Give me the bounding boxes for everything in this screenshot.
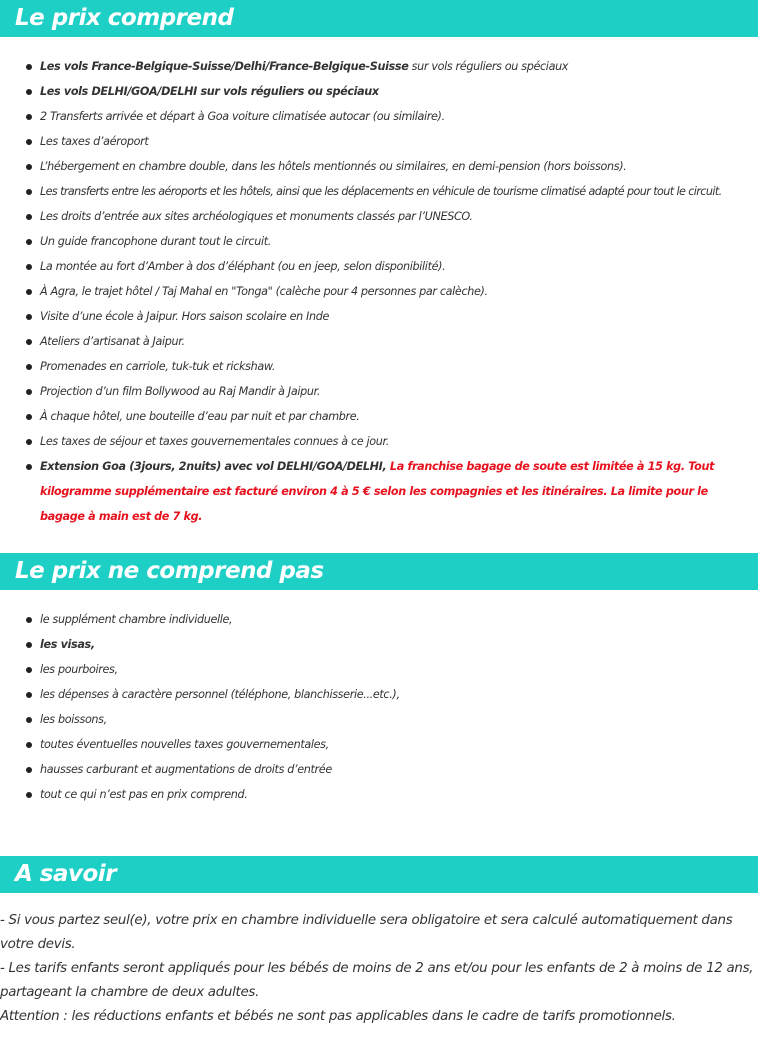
item-text: Visite d’une école à Jaipur. Hors saison scolaire en Inde bbox=[40, 310, 330, 323]
item-text: Projection d’un film Bollywood au Raj Mandir à Jaipur. bbox=[40, 385, 321, 398]
item-text: sur vols réguliers ou spéciaux bbox=[408, 60, 569, 73]
list-item bbox=[0, 354, 758, 379]
bullet-icon bbox=[26, 667, 32, 673]
bullet-icon bbox=[26, 189, 32, 195]
list-item bbox=[0, 379, 758, 404]
bullet-icon bbox=[26, 792, 32, 798]
item-text: le supplément chambre individuelle, bbox=[40, 613, 233, 626]
item-text: les boissons, bbox=[40, 713, 107, 726]
item-text: hausses carburant et augmentations de droits d’entrée bbox=[40, 763, 332, 776]
item-text: À Agra, le trajet hôtel / Taj Mahal en "Tonga" (calèche pour 4 personnes par calèche). bbox=[40, 285, 488, 298]
bullet-icon bbox=[26, 439, 32, 445]
bullet-icon bbox=[26, 692, 32, 698]
extension-bold-text: Extension Goa (3jours, 2nuits) avec vol DELHI/GOA/DELHI, bbox=[40, 460, 387, 473]
item-text: Les transferts entre les aéroports et les hôtels, ainsi que les déplacements en véhicule de tourisme climatisé adapté pour tout le circuit. bbox=[40, 185, 722, 198]
list-item bbox=[0, 607, 758, 632]
extension-red-text: La franchise bagage de soute est limitée à 15 kg. Tout kilogramme supplémentaire est facturé environ 4 à 5 € selon les compagnies et les itinéraires. La limite pour le bagage à main est de 7 kg. bbox=[40, 460, 715, 523]
excludes-list bbox=[0, 607, 758, 807]
list-item bbox=[0, 79, 758, 104]
bullet-icon bbox=[26, 139, 32, 145]
list-item bbox=[0, 254, 758, 279]
savoir-paragraph: - Si vous partez seul(e), votre prix en chambre individuelle sera obligatoire et sera calculé automatiquement dans votre devis. bbox=[0, 913, 733, 952]
item-text: 2 Transferts arrivée et départ à Goa voiture climatisée autocar (ou similaire). bbox=[40, 110, 445, 123]
list-item-extension bbox=[0, 454, 758, 529]
item-text: Ateliers d’artisanat à Jaipur. bbox=[40, 335, 185, 348]
bullet-icon bbox=[26, 617, 32, 623]
item-text: Les droits d’entrée aux sites archéologiques et monuments classés par l’UNESCO. bbox=[40, 210, 473, 223]
bullet-icon bbox=[26, 264, 32, 270]
bullet-icon bbox=[26, 289, 32, 295]
bullet-icon bbox=[26, 214, 32, 220]
item-text: les dépenses à caractère personnel (téléphone, blanchisserie...etc.), bbox=[40, 688, 400, 701]
list-item bbox=[0, 204, 758, 229]
item-text: tout ce qui n’est pas en prix comprend. bbox=[40, 788, 248, 801]
list-item bbox=[0, 229, 758, 254]
list-item bbox=[0, 104, 758, 129]
item-bold-text: Les vols DELHI/GOA/DELHI bbox=[40, 85, 197, 98]
bullet-icon bbox=[26, 767, 32, 773]
includes-list bbox=[0, 54, 758, 529]
item-text: les pourboires, bbox=[40, 663, 118, 676]
list-item bbox=[0, 682, 758, 707]
item-text: sur vols réguliers ou spéciaux bbox=[196, 85, 379, 98]
list-item bbox=[0, 429, 758, 454]
list-item bbox=[0, 632, 758, 657]
list-item bbox=[0, 329, 758, 354]
list-item bbox=[0, 154, 758, 179]
bullet-icon bbox=[26, 89, 32, 95]
item-text: Un guide francophone durant tout le circuit. bbox=[40, 235, 271, 248]
bullet-icon bbox=[26, 742, 32, 748]
item-text: La montée au fort d’Amber à dos d’éléphant (ou en jeep, selon disponibilité). bbox=[40, 260, 446, 273]
list-item bbox=[0, 657, 758, 682]
item-text: Les taxes d’aéroport bbox=[40, 135, 149, 148]
list-item bbox=[0, 404, 758, 429]
savoir-text-block bbox=[0, 909, 758, 1029]
list-item bbox=[0, 304, 758, 329]
item-text: Les taxes de séjour et taxes gouvernementales connues à ce jour. bbox=[40, 435, 389, 448]
bullet-icon bbox=[26, 114, 32, 120]
bullet-icon bbox=[26, 364, 32, 370]
savoir-paragraph: - Les tarifs enfants seront appliqués pour les bébés de moins de 2 ans et/ou pour les enfants de 2 à moins de 12 ans, partageant la chambre de deux adultes. bbox=[0, 961, 754, 1000]
section-header-excludes: Le prix ne comprend pas bbox=[0, 553, 758, 590]
list-item bbox=[0, 732, 758, 757]
bullet-icon bbox=[26, 717, 32, 723]
bullet-icon bbox=[26, 314, 32, 320]
bullet-icon bbox=[26, 339, 32, 345]
section-header-savoir: A savoir bbox=[0, 856, 758, 893]
item-bold-text: les visas, bbox=[40, 638, 95, 651]
bullet-icon bbox=[26, 389, 32, 395]
section-header-includes: Le prix comprend bbox=[0, 0, 758, 37]
list-item bbox=[0, 757, 758, 782]
list-item bbox=[0, 179, 758, 204]
item-text: Promenades en carriole, tuk-tuk et rickshaw. bbox=[40, 360, 276, 373]
list-item bbox=[0, 782, 758, 807]
savoir-paragraph: Attention : les réductions enfants et bébés ne sont pas applicables dans le cadre de tarifs promotionnels. bbox=[0, 1009, 676, 1024]
item-bold-text: Les vols France-Belgique-Suisse/Delhi/France-Belgique-Suisse bbox=[40, 60, 409, 73]
item-text: toutes éventuelles nouvelles taxes gouvernementales, bbox=[40, 738, 329, 751]
bullet-icon bbox=[26, 239, 32, 245]
bullet-icon bbox=[26, 464, 32, 470]
list-item bbox=[0, 129, 758, 154]
list-item bbox=[0, 279, 758, 304]
list-item bbox=[0, 54, 758, 79]
item-text: L’hébergement en chambre double, dans les hôtels mentionnés ou similaires, en demi-pension (hors boissons). bbox=[40, 160, 627, 173]
bullet-icon bbox=[26, 64, 32, 70]
list-item bbox=[0, 707, 758, 732]
item-text: À chaque hôtel, une bouteille d’eau par nuit et par chambre. bbox=[40, 410, 360, 423]
bullet-icon bbox=[26, 642, 32, 648]
bullet-icon bbox=[26, 164, 32, 170]
bullet-icon bbox=[26, 414, 32, 420]
